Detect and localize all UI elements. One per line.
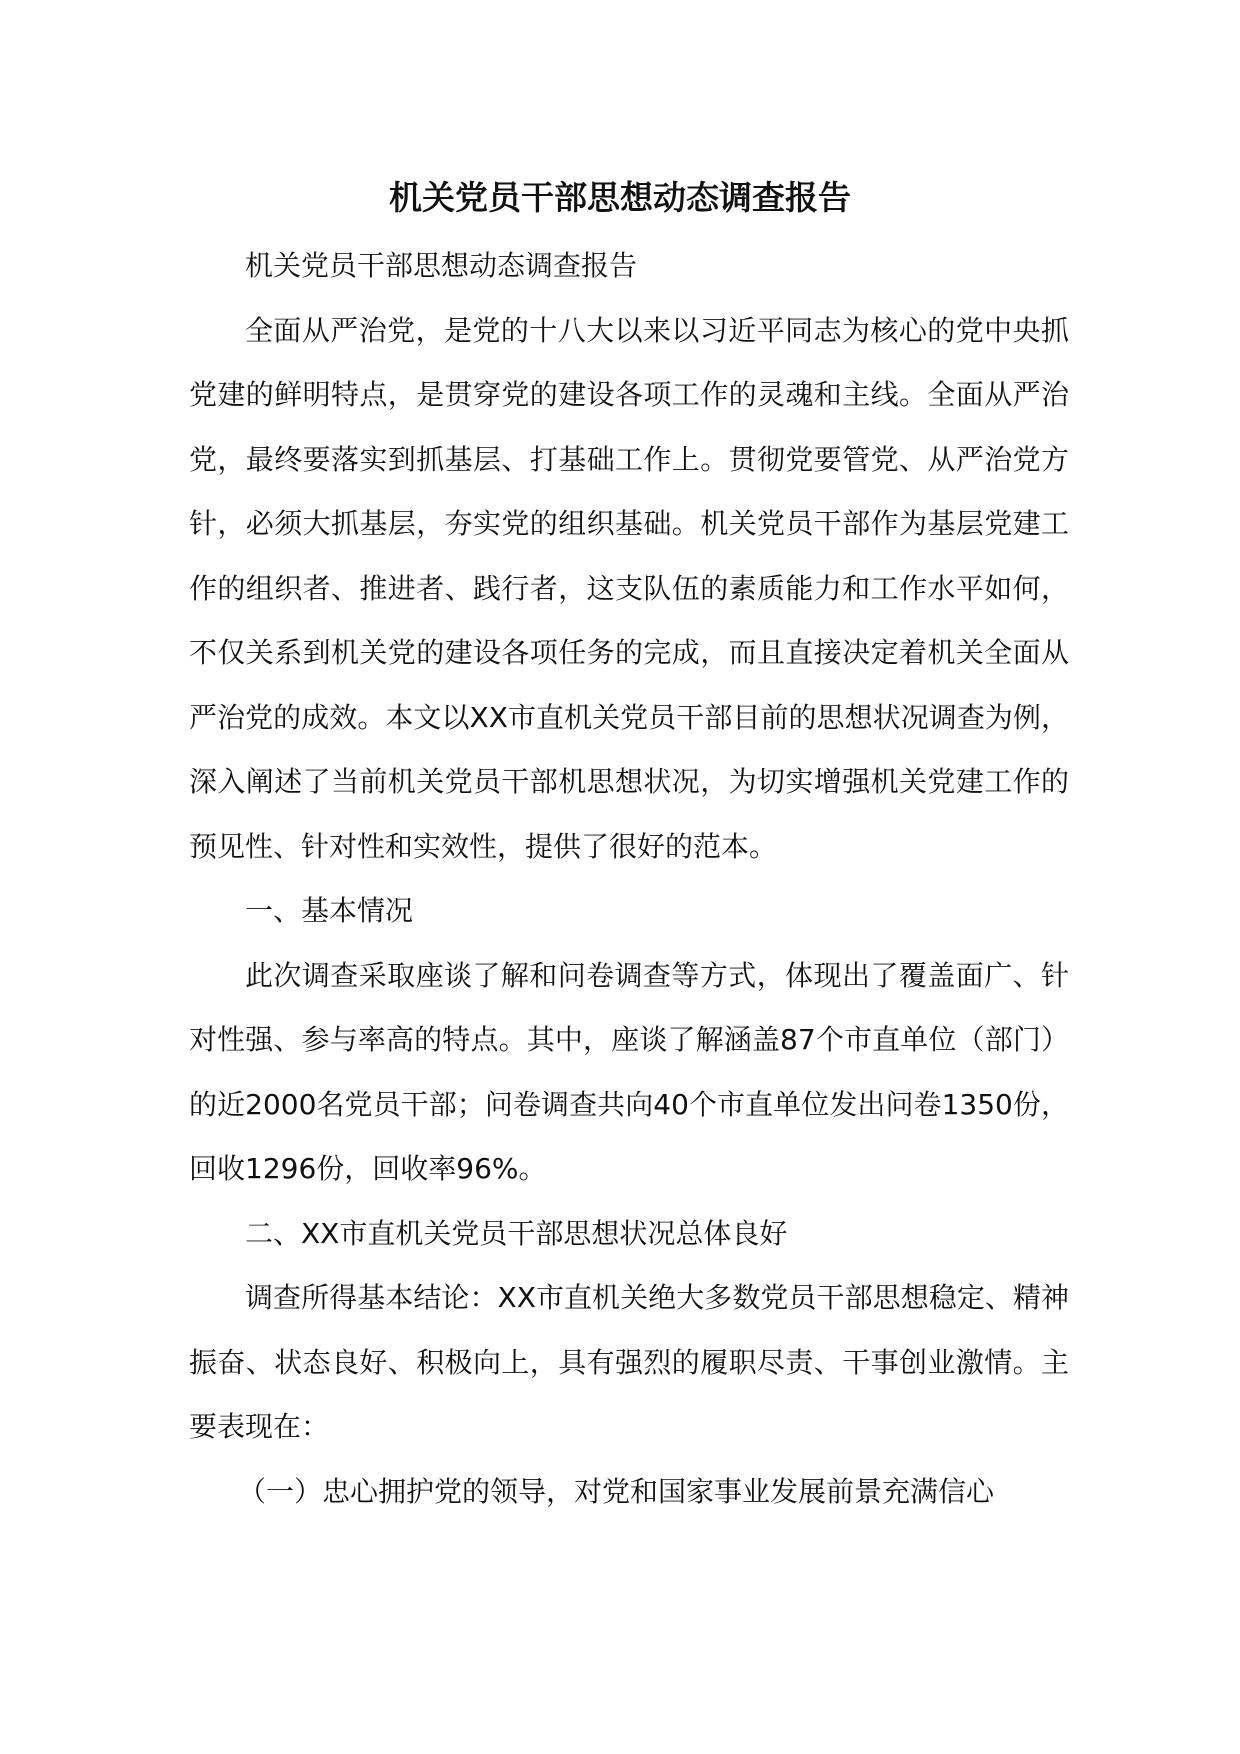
subsection-heading-loyalty: （一）忠心拥护党的领导，对党和国家事业发展前景充满信心 bbox=[238, 1474, 995, 1508]
section-heading-basic-situation: 一、基本情况 bbox=[245, 894, 414, 927]
document-title: 机关党员干部思想动态调查报告 bbox=[389, 178, 851, 217]
conclusion-paragraph: 调查所得基本结论：XX市直机关绝大多数党员干部思想稳定、精神振奋、状态良好、积极向上，具有强烈的履职尽责、干事创业激情。主要表现在： bbox=[189, 1281, 1069, 1443]
subtitle-paragraph: 机关党员干部思想动态调查报告 bbox=[245, 249, 638, 282]
document-body bbox=[189, 234, 1069, 1524]
survey-method-paragraph: 此次调查采取座谈了解和问卷调查等方式，体现出了覆盖面广、针对性强、参与率高的特点。其中，座谈了解涵盖87个市直单位（部门）的近2000名党员干部；问卷调查共向40个市直单位发出问卷1350份，回收1296份，回收率96%。 bbox=[189, 958, 1069, 1185]
section-heading-overall-good: 二、XX市直机关党员干部思想状况总体良好 bbox=[245, 1216, 788, 1250]
intro-paragraph: 全面从严治党，是党的十八大以来以习近平同志为核心的党中央抓党建的鲜明特点，是贯穿党的建设各项工作的灵魂和主线。全面从严治党，最终要落实到抓基层、打基础工作上。贯彻党要管党、从严治党方针，必须大抓基层，夯实党的组织基础。机关党员干部作为基层党建工作的组织者、推进者、践行者，这支队伍的素质能力和工作水平如何，不仅关系到机关党的建设各项任务的完成，而且直接决定着机关全面从严治党的成效。本文以XX市直机关党员干部目前的思想状况调查为例，深入阐述了当前机关党员干部机思想状况，为切实增强机关党建工作的预见性、针对性和实效性，提供了很好的范本。 bbox=[189, 313, 1069, 863]
